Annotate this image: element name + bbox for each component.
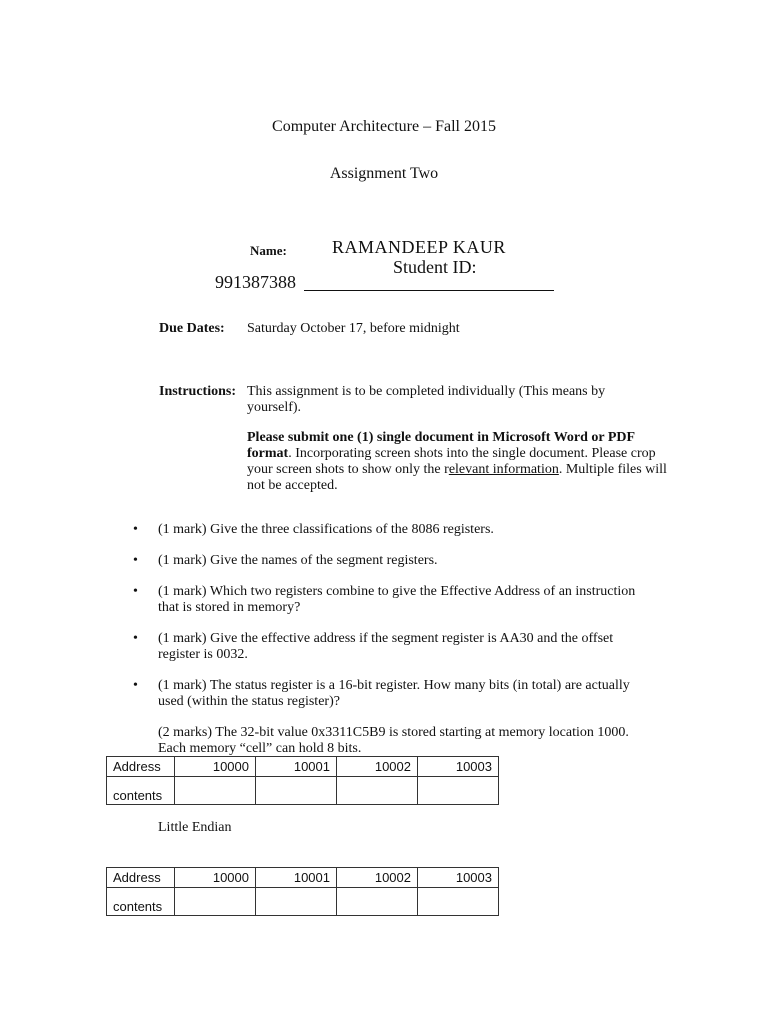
bullet-icon: • — [133, 553, 138, 568]
bullet-icon: • — [133, 678, 138, 693]
name-value: RAMANDEEP KAUR — [332, 237, 506, 257]
submission-underlined-text: elevant information — [448, 462, 559, 477]
little-endian-label: Little Endian — [158, 820, 232, 835]
address-cell: 10002 — [337, 757, 418, 777]
name-label: Name: — [250, 243, 287, 258]
course-title: Computer Architecture – Fall 2015 — [272, 118, 496, 135]
contents-cell[interactable] — [337, 777, 418, 805]
contents-cell[interactable] — [175, 777, 256, 805]
contents-cell[interactable] — [175, 888, 256, 916]
address-cell: 10001 — [256, 757, 337, 777]
question-text: (1 mark) The status register is a 16-bit register. How many bits (in total) are actually used (within the status register)? — [158, 678, 630, 709]
question-text: (1 mark) Give the three classifications of the 8086 registers. — [158, 522, 494, 537]
address-cell: 10003 — [418, 757, 499, 777]
contents-cell[interactable] — [337, 888, 418, 916]
memory-question: (2 marks) The 32-bit value 0x3311C5B9 is stored starting at memory location 1000. Each memory “cell” can hold 8 bits. — [158, 725, 629, 756]
contents-header: contents — [107, 888, 175, 916]
student-id-underline — [304, 290, 554, 291]
contents-header: contents — [107, 777, 175, 805]
question-item — [130, 678, 650, 710]
question-item — [130, 584, 650, 616]
bullet-icon: • — [133, 584, 138, 599]
bullet-icon: • — [133, 631, 138, 646]
student-id-label: Student ID: — [393, 257, 477, 277]
question-item — [130, 553, 650, 569]
question-text: (1 mark) Give the effective address if the segment register is AA30 and the offset register is 0032. — [158, 631, 614, 662]
assignment-title: Assignment Two — [329, 165, 439, 182]
memory-table-big-endian — [106, 756, 499, 805]
address-cell: 10000 — [175, 868, 256, 888]
submission-instructions — [247, 430, 667, 494]
address-cell: 10000 — [175, 757, 256, 777]
address-cell: 10002 — [337, 868, 418, 888]
address-header: Address — [107, 868, 175, 888]
contents-cell[interactable] — [256, 888, 337, 916]
contents-cell[interactable] — [256, 777, 337, 805]
question-item — [130, 631, 650, 663]
instructions-label: Instructions: — [159, 384, 237, 399]
submission-tail-text: . Multiple files will not be accepted. — [247, 462, 667, 493]
instructions-text: This assignment is to be completed individually (This means by yourself). — [247, 384, 606, 415]
due-dates-label: Due Dates: — [159, 321, 225, 336]
submission-text: . Incorporating screen shots into the single document. Please crop your screen shots to show only the r — [247, 446, 656, 477]
question-text: (1 mark) Give the names of the segment registers. — [158, 553, 438, 568]
address-header: Address — [107, 757, 175, 777]
bullet-icon: • — [133, 522, 138, 537]
due-dates-value: Saturday October 17, before midnight — [247, 321, 460, 336]
contents-cell[interactable] — [418, 888, 499, 916]
question-item — [130, 522, 650, 538]
contents-cell[interactable] — [418, 777, 499, 805]
submission-bold-text: Please submit one (1) single document in Microsoft Word or PDF format — [247, 430, 635, 461]
address-cell: 10001 — [256, 868, 337, 888]
address-cell: 10003 — [418, 868, 499, 888]
question-text: (1 mark) Which two registers combine to give the Effective Address of an instruction that is stored in memory? — [158, 584, 636, 615]
question-list — [130, 522, 650, 725]
memory-table-little-endian — [106, 867, 499, 916]
student-id-value: 991387388 — [215, 272, 296, 292]
